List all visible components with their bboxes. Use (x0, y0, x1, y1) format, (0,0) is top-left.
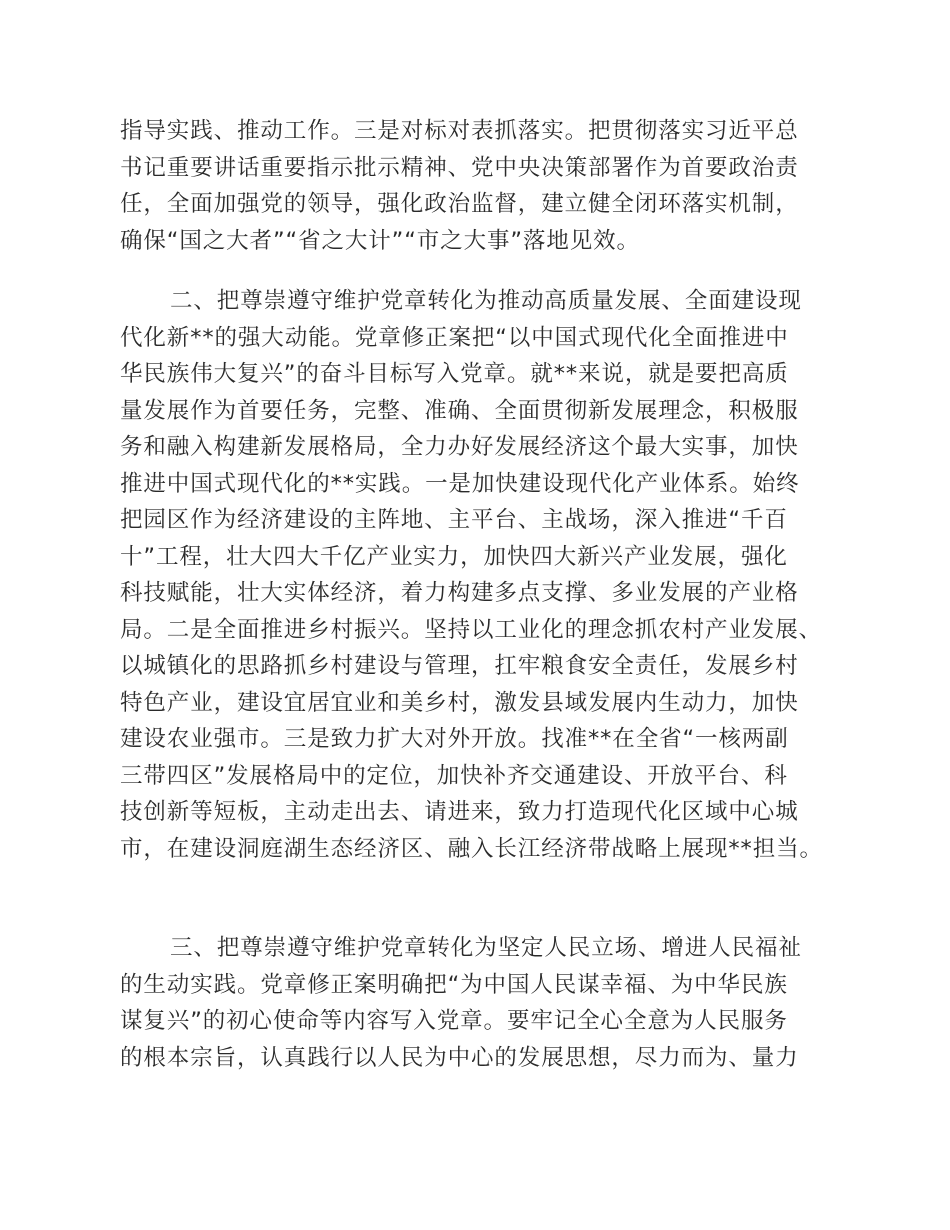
paragraph-line: 的根本宗旨，认真践行以人民为中心的发展思想，尽力而为、量力 (120, 1044, 799, 1071)
paragraph-line: 任，全面加强党的领导，强化政治监督，建立健全闭环落实机制， (120, 191, 799, 217)
paragraph-line: 把园区作为经济建设的主阵地、主平台、主战场，深入推进“千百 (120, 507, 788, 533)
paragraph-line: 推进中国式现代化的**实践。一是加快建设现代化产业体系。始终 (120, 470, 800, 497)
paragraph-line: 二、把尊崇遵守维护党章转化为推动高质量发展、全面建设现 (170, 288, 802, 314)
paragraph-1 (120, 113, 840, 259)
paragraph-line: 市，在建设洞庭湖生态经济区、融入长江经济带战略上展现**担当。 (120, 835, 823, 862)
paragraph-line: 技创新等短板，主动走出去、请进来，致力打造现代化区域中心城 (120, 799, 799, 825)
paragraph-line: 量发展作为首要任务，完整、准确、全面贯彻新发展理念，积极服 (120, 397, 799, 424)
paragraph-line: 建设农业强市。三是致力扩大对外开放。找准**在全省“一核两副 (120, 726, 789, 752)
paragraph-line: 三、把尊崇遵守维护党章转化为坚定人民立场、增进人民福祉 (170, 935, 802, 961)
paragraph-line: 谋复兴”的初心使命等内容写入党章。要牢记全心全意为人民服务 (120, 1008, 788, 1034)
paragraph-3 (120, 930, 840, 1076)
paragraph-line: 务和融入构建新发展格局，全力办好发展经济这个最大实事，加快 (120, 434, 799, 460)
paragraph-line: 指导实践、推动工作。三是对标对表抓落实。把贯彻落实习近平总 (120, 118, 799, 144)
paragraph-line: 十”工程，壮大四大千亿产业实力，加快四大新兴产业发展，强化 (120, 543, 788, 570)
paragraph-line: 华民族伟大复兴”的奋斗目标写入党章。就**来说，就是要把高质 (120, 361, 789, 387)
paragraph-line: 局。二是全面推进乡村振兴。坚持以工业化的理念抓农村产业发展、 (120, 616, 823, 643)
paragraph-line: 特色产业，建设宜居宜业和美乡村，激发县域发展内生动力，加快 (120, 689, 799, 716)
paragraph-line: 科技赋能，壮大实体经济，着力构建多点支撑、多业发展的产业格 (120, 580, 799, 606)
paragraph-line: 确保“国之大者”“省之大计”“市之大事”落地见效。 (120, 227, 640, 254)
paragraph-line: 代化新**的强大动能。党章修正案把“以中国式现代化全面推进中 (120, 324, 789, 351)
paragraph-line: 书记重要讲话重要指示批示精神、党中央决策部署作为首要政治责 (120, 154, 799, 181)
paragraph-line: 的生动实践。党章修正案明确把“为中国人民谋幸福、为中华民族 (120, 971, 788, 998)
paragraph-line: 以城镇化的思路抓乡村建设与管理，扛牢粮食安全责任，发展乡村 (120, 653, 799, 679)
paragraph-2 (120, 283, 840, 867)
paragraph-line: 三带四区”发展格局中的定位，加快补齐交通建设、开放平台、科 (120, 762, 788, 789)
